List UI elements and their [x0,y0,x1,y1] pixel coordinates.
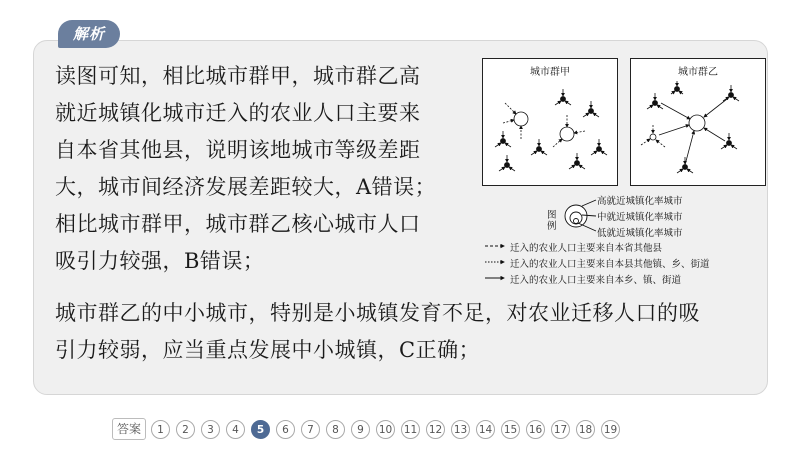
panel-city-cluster-b [630,58,766,186]
page-number-button[interactable]: 5 [251,420,270,439]
analysis-line: 城市群乙的中小城市，特别是小城镇发育不足，对农业迁移人口的吸 [55,301,700,325]
analysis-tag: 解析 [58,20,120,48]
page-number-button[interactable]: 16 [526,420,545,439]
page-number-button[interactable]: 18 [576,420,595,439]
legend-circles-icon [560,194,600,238]
page-number-button[interactable]: 13 [451,420,470,439]
analysis-line: 就近城镇化城市迁入的农业人口主要来 [55,101,421,125]
legend-label: 图例 [547,210,557,232]
page-number-button[interactable]: 15 [501,420,520,439]
page-number-button[interactable]: 8 [326,420,345,439]
analysis-line: 大，城市间经济发展差距较大，A错误； [55,175,437,199]
panel-city-cluster-a [482,58,618,186]
page-number-list [151,420,620,439]
page-number-button[interactable]: 11 [401,420,420,439]
page-number-button[interactable]: 10 [376,420,395,439]
page-number-button[interactable]: 19 [601,420,620,439]
answer-label[interactable]: 答案 [112,418,146,440]
city-cluster-figure [470,52,770,292]
panel-a-title: 城市群甲 [530,67,570,78]
page-number-button[interactable]: 7 [301,420,320,439]
question-pagination [112,418,620,440]
analysis-line: 相比城市群甲，城市群乙核心城市人口 [55,212,421,236]
page-number-button[interactable]: 9 [351,420,370,439]
page-number-button[interactable]: 17 [551,420,570,439]
analysis-line: 读图可知，相比城市群甲，城市群乙高 [55,64,421,88]
page-number-button[interactable]: 3 [201,420,220,439]
page-number-button[interactable]: 1 [151,420,170,439]
legend-high-rate: 高就近城镇化率城市 [597,196,683,207]
analysis-line: 自本省其他县，说明该地城市等级差距 [55,138,421,162]
legend-arrow-township: 迁入的农业人口主要来自本乡、镇、街道 [510,275,682,286]
page-number-button[interactable]: 4 [226,420,245,439]
analysis-line: 引力较弱，应当重点发展中小城镇，C正确； [55,338,481,362]
page-number-button[interactable]: 14 [476,420,495,439]
legend-low-rate: 低就近城镇化率城市 [597,228,683,239]
page-number-button[interactable]: 2 [176,420,195,439]
legend-arrow-icons [484,240,508,288]
page-number-button[interactable]: 12 [426,420,445,439]
panel-b-title: 城市群乙 [678,67,718,78]
legend-arrow-county: 迁入的农业人口主要来自本县其他镇、乡、街道 [510,259,710,270]
legend-mid-rate: 中就近城镇化率城市 [597,212,683,223]
page-number-button[interactable]: 6 [276,420,295,439]
legend-arrow-province: 迁入的农业人口主要来自本省其他县 [510,243,663,254]
analysis-line: 吸引力较强，B错误； [55,249,265,273]
